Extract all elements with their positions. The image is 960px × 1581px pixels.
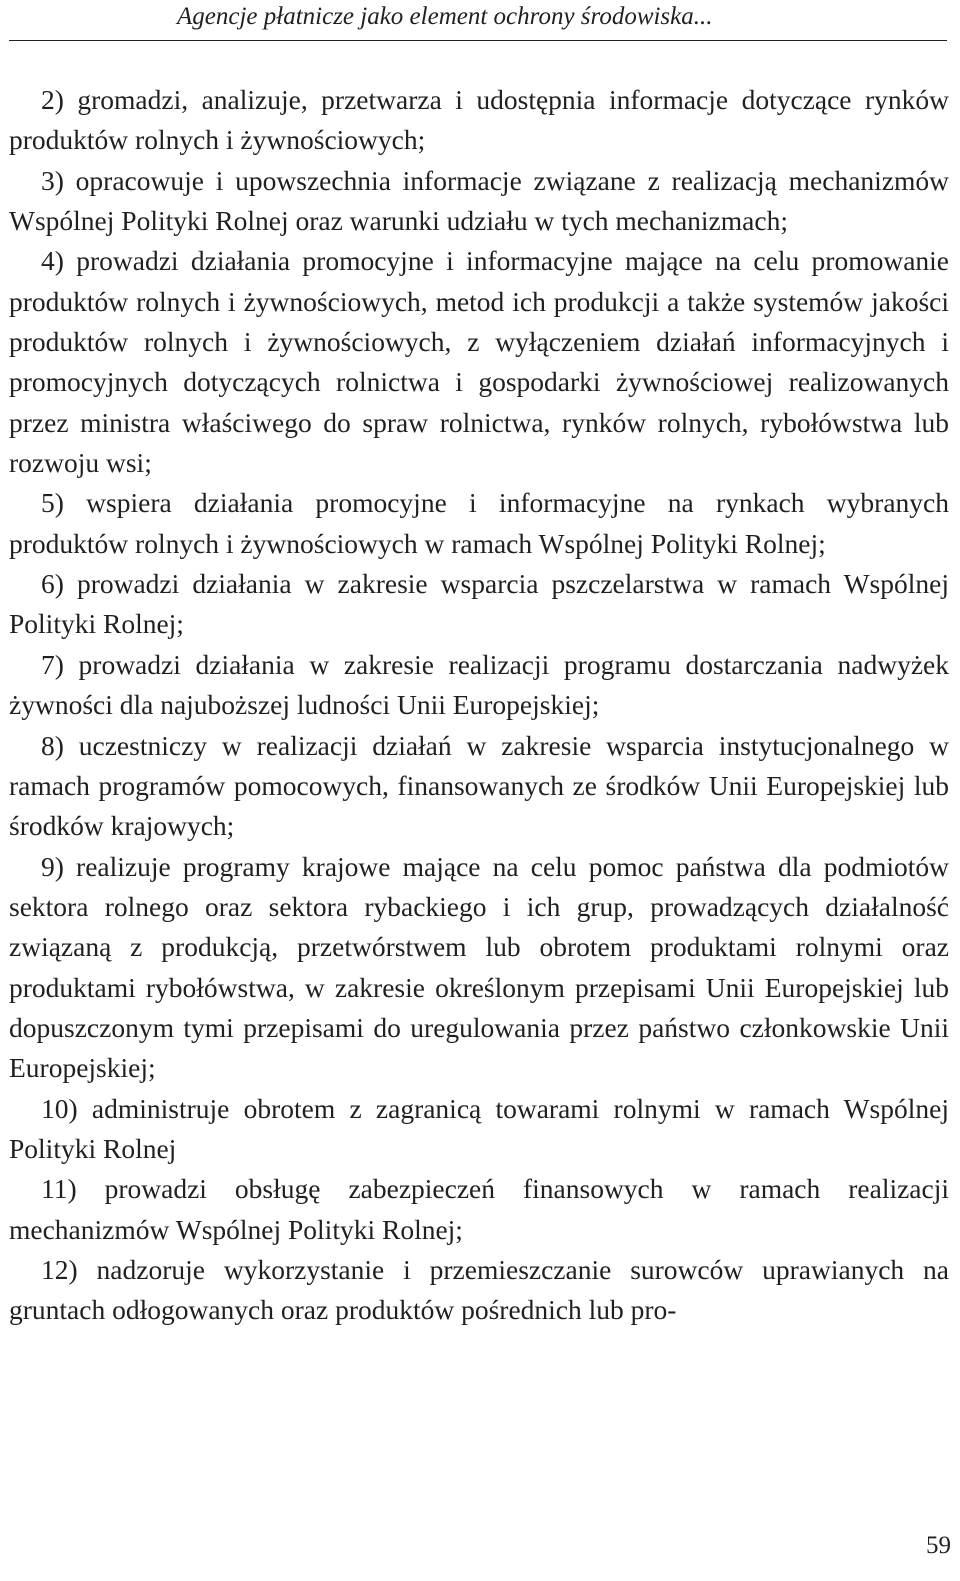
running-title: Agencje płatnicze jako element ochrony środowiska... [177,3,713,30]
list-item: 2) gromadzi, analizuje, przetwarza i udostępnia informacje dotyczące rynków produktów rolnych i żywnościowych; [9,84,949,156]
page-number: 59 [926,1532,951,1559]
list-item: 9) realizuje programy krajowe mające na celu pomoc państwa dla podmiotów sektora rolnego oraz sektora rybackiego i ich grup, prowadzących działalność związaną z produkcją, przetwórstwem lub obrotem produktami rolnymi oraz produktami rybołówstwa, w zakresie określonym przepisami Unii Europejskiej lub dopuszczonym tymi przepisami do uregulowania przez państwo członkowskie Unii Europejskiej; [9,850,949,1084]
body-text [9,80,949,1331]
list-item: 7) prowadzi działania w zakresie realizacji programu dostarczania nadwyżek żywności dla najuboższej ludności Unii Europejskiej; [9,648,949,721]
list-item: 4) prowadzi działania promocyjne i informacyjne mające na celu promowanie produktów rolnych i żywnościowych, metod ich produkcji a także systemów jakości produktów rolnych i żywnościowych, z wyłączeniem działań informacyjnych i promocyjnych dotyczących rolnictwa i gospodarki żywnościowej realizowanych przez ministra właściwego do spraw rolnictwa, rynków rolnych, rybołówstwa lub rozwoju wsi; [9,245,949,479]
list-item: 6) prowadzi działania w zakresie wsparcia pszczelarstwa w ramach Wspólnej Polityki Rolnej; [9,568,949,640]
list-item: 10) administruje obrotem z zagranicą towarami rolnymi w ramach Wspólnej Polityki Rolnej [9,1092,949,1164]
running-header [9,0,947,41]
list-item: 12) nadzoruje wykorzystanie i przemieszczanie surowców uprawianych na gruntach odłogowanych oraz produktów pośrednich lub pro- [9,1253,949,1326]
list-item: 8) uczestniczy w realizacji działań w zakresie wsparcia instytucjonalnego w ramach programów pomocowych, finansowanych ze środków Unii Europejskiej lub środków krajowych; [9,729,949,842]
list-item: 11) prowadzi obsługę zabezpieczeń finansowych w ramach realizacji mechanizmów Wspólnej Polityki Rolnej; [9,1173,949,1245]
list-item: 5) wspiera działania promocyjne i informacyjne na rynkach wybranych produktów rolnych i żywnościowych w ramach Wspólnej Polityki Rolnej; [9,487,949,559]
list-item: 3) opracowuje i upowszechnia informacje związane z realizacją mechanizmów Wspólnej Polityki Rolnej oraz warunki udziału w tych mechanizmach; [9,164,949,237]
